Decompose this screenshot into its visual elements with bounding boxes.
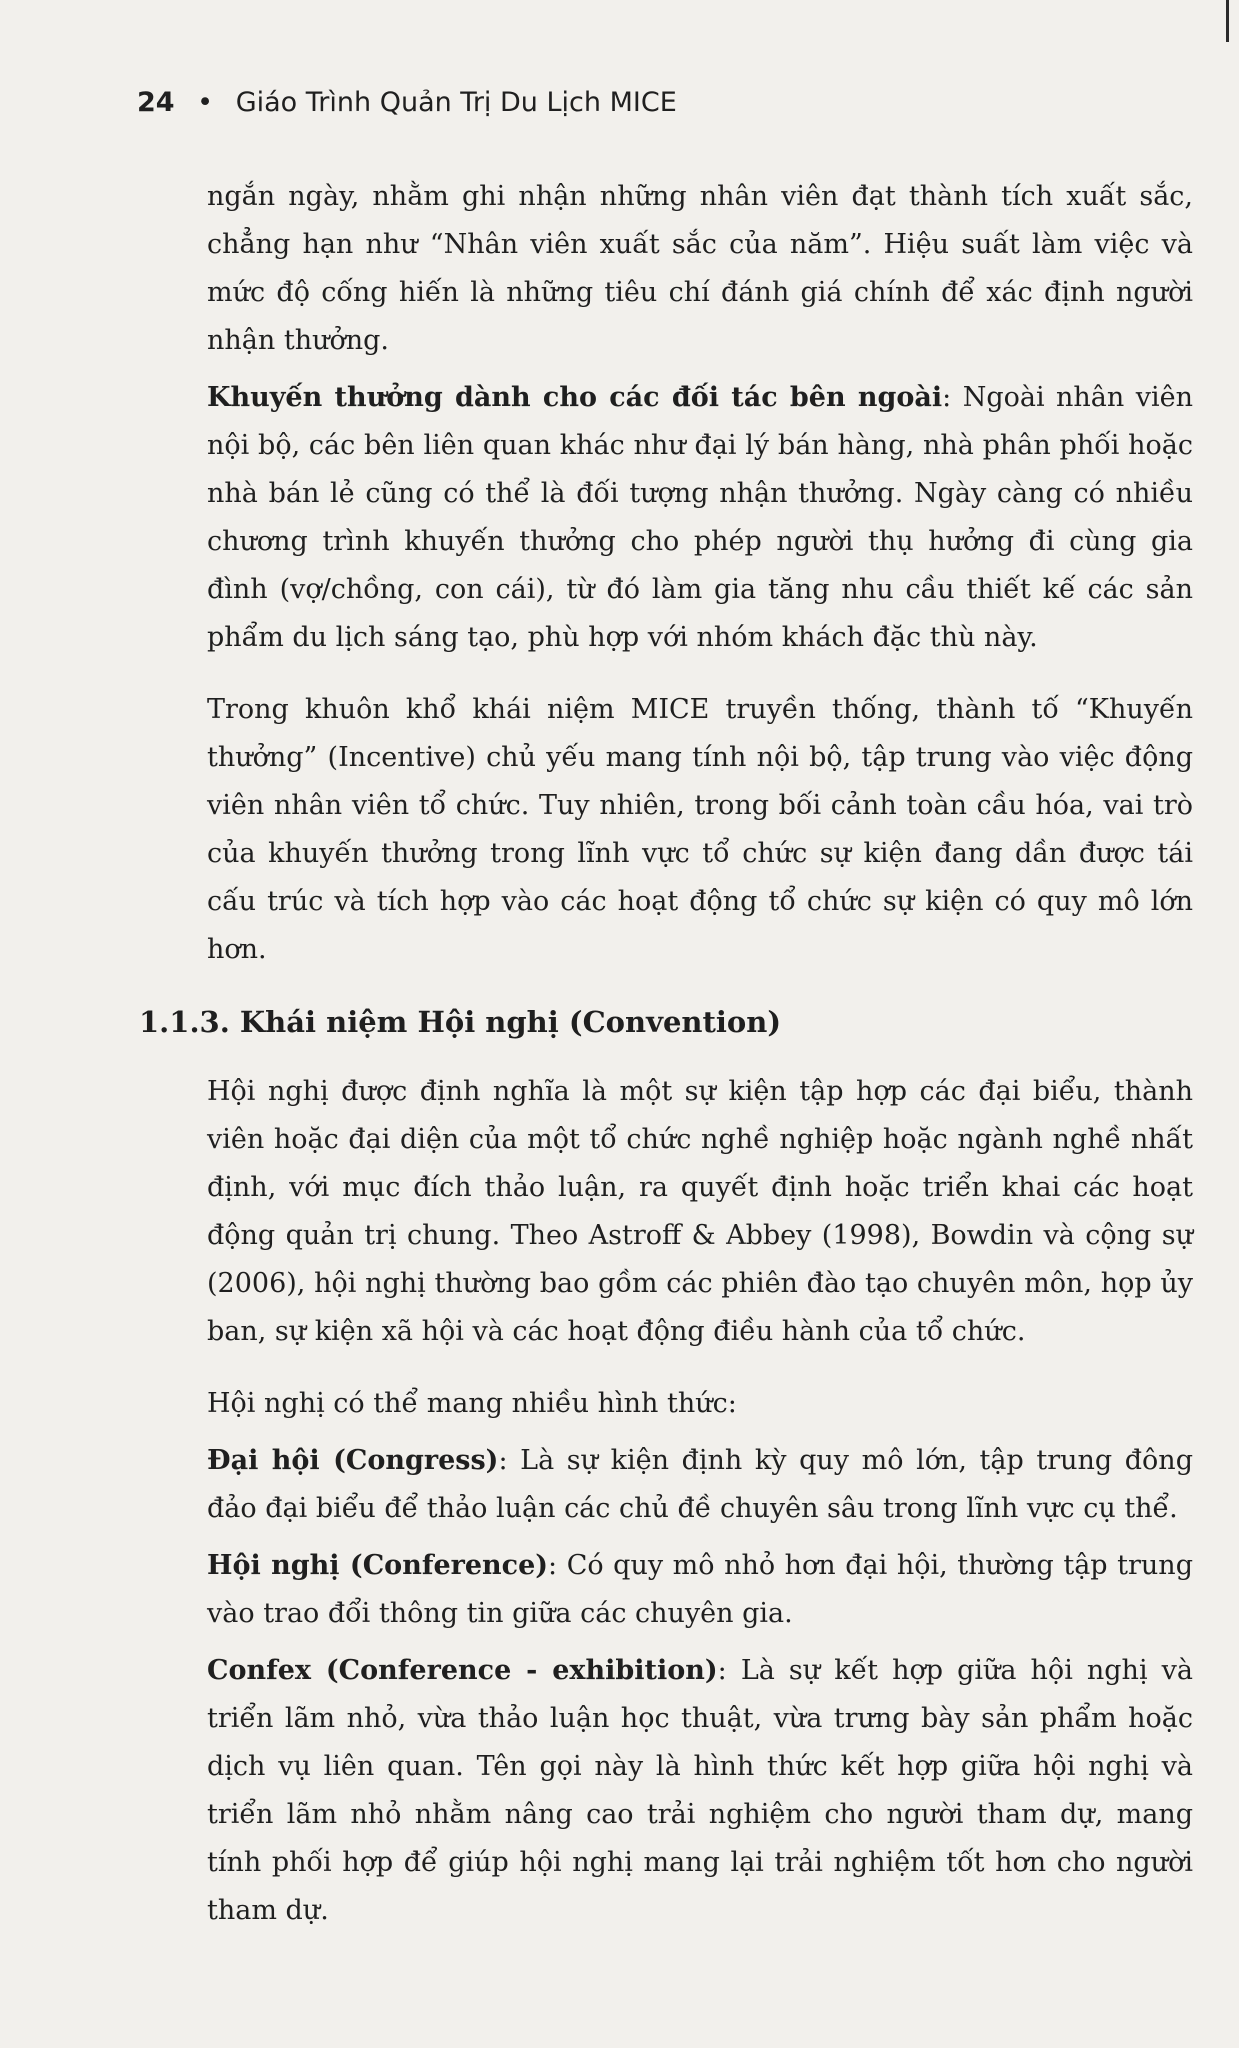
paragraph-5: Hội nghị có thể mang nhiều hình thức: — [207, 1388, 737, 1419]
paragraph-4: Hội nghị được định nghĩa là một sự kiện tập hợp các đại biểu, thành viên hoặc đại diện của một tổ chức nghề nghiệp hoặc ngành nghề nhất định, với mục đích thảo luận, ra quyết định hoặc triển khai các hoạt động quản trị chung. Theo Astroff & Abbey (1998), Bowdin và cộng sự (2006), hội nghị thường bao gồm các phiên đào tạo chuyên môn, họp ủy ban, sự kiện xã hội và các hoạt động điều hành của tổ chức. — [207, 1076, 1193, 1347]
paragraph-8-text: : Là sự kết hợp giữa hội nghị và triển lãm nhỏ, vừa thảo luận học thuật, vừa trưng bày sản phẩm hoặc dịch vụ liên quan. Tên gọi này là hình thức kết hợp giữa hội nghị và triển lãm nhỏ nhằm nâng cao trải nghiệm cho người tham dự, mang tính phối hợp để giúp hội nghị mang lại trải nghiệm tốt hơn cho người tham dự. — [207, 1655, 1193, 1926]
book-title: Giáo Trình Quản Trị Du Lịch MICE — [235, 87, 677, 118]
paragraph-6-text: : Là sự kiện định kỳ quy mô lớn, tập trung đông đảo đại biểu để thảo luận các chủ đề chuyên sâu trong lĩnh vực cụ thể. — [207, 1445, 1193, 1524]
running-header — [137, 86, 677, 120]
paragraph-1: ngắn ngày, nhằm ghi nhận những nhân viên đạt thành tích xuất sắc, chẳng hạn như “Nhân viên xuất sắc của năm”. Hiệu suất làm việc và mức độ cống hiến là những tiêu chí đánh giá chính để xác định người nhận thưởng. — [207, 181, 1193, 356]
paragraph-6 — [207, 1437, 1193, 1533]
header-separator: • — [197, 87, 214, 118]
section-title: 1.1.3. Khái niệm Hội nghị (Convention) — [139, 1005, 782, 1039]
page-content — [139, 173, 1193, 1935]
paragraph-7-label: Hội nghị (Conference) — [207, 1550, 549, 1581]
paragraph-7-text: : Có quy mô nhỏ hơn đại hội, thường tập trung vào trao đổi thông tin giữa các chuyên gia. — [207, 1550, 1193, 1629]
paragraph-6-label: Đại hội (Congress) — [207, 1445, 499, 1476]
paragraph-2-label: Khuyến thưởng dành cho các đối tác bên ngoài — [207, 382, 943, 413]
paragraph-2 — [207, 374, 1193, 662]
page-number: 24 — [137, 87, 175, 118]
page-edge-mark — [1226, 0, 1229, 42]
paragraph-2-text: : Ngoài nhân viên nội bộ, các bên liên quan khác như đại lý bán hàng, nhà phân phối hoặc nhà bán lẻ cũng có thể là đối tượng nhận thưởng. Ngày càng có nhiều chương trình khuyến thưởng cho phép người thụ hưởng đi cùng gia đình (vợ/chồng, con cái), từ đó làm gia tăng nhu cầu thiết kế các sản phẩm du lịch sáng tạo, phù hợp với nhóm khách đặc thù này. — [207, 382, 1193, 653]
paragraph-7 — [207, 1542, 1193, 1638]
paragraph-3: Trong khuôn khổ khái niệm MICE truyền thống, thành tố “Khuyến thưởng” (Incentive) chủ yếu mang tính nội bộ, tập trung vào việc động viên nhân viên tổ chức. Tuy nhiên, trong bối cảnh toàn cầu hóa, vai trò của khuyến thưởng trong lĩnh vực tổ chức sự kiện đang dần được tái cấu trúc và tích hợp vào các hoạt động tổ chức sự kiện có quy mô lớn hơn. — [207, 694, 1193, 965]
paragraph-8 — [207, 1647, 1193, 1935]
paragraph-8-label: Confex (Conference - exhibition) — [207, 1655, 718, 1686]
